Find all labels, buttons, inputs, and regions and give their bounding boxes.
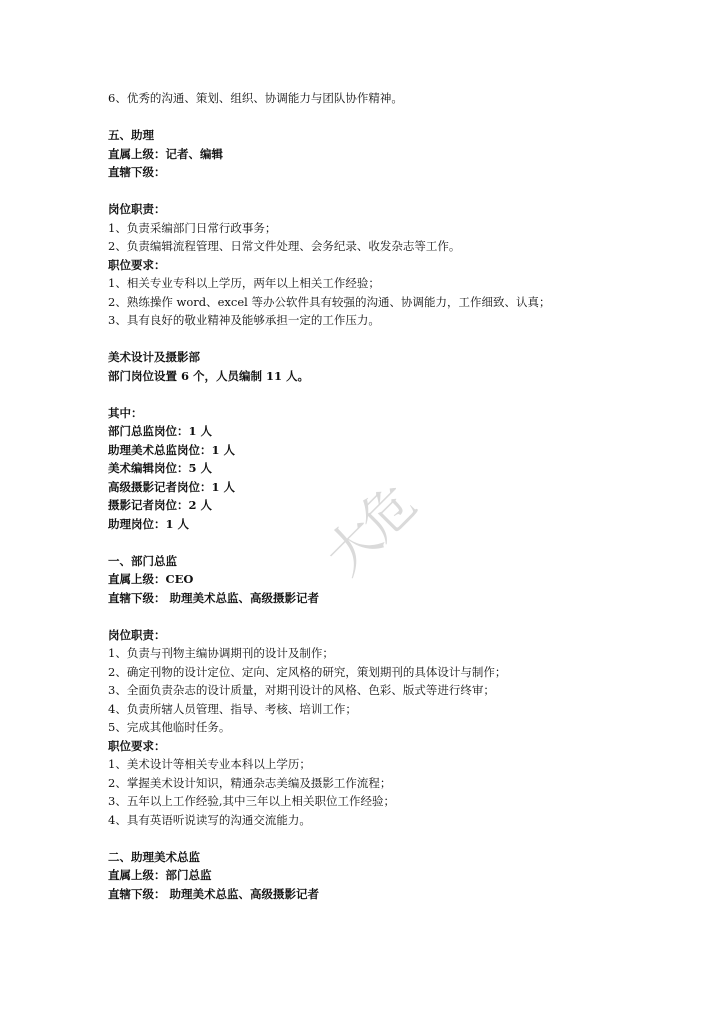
text-line: 6、优秀的沟通、策划、组织、协调能力与团队协作精神。 bbox=[108, 91, 403, 105]
document-page bbox=[108, 89, 668, 903]
heading-line: 岗位职责： bbox=[108, 202, 166, 216]
heading-line: 直属上级：CEO bbox=[108, 572, 194, 586]
heading-line: 一、部门总监 bbox=[108, 553, 177, 568]
heading-line: 助理美术总监岗位：1 人 bbox=[108, 442, 236, 457]
heading-line: 直辖下级： 助理美术总监、高级摄影记者 bbox=[108, 590, 320, 605]
text-line: 4、具有英语听说读写的沟通交流能力。 bbox=[108, 812, 311, 827]
blank-line bbox=[108, 385, 668, 404]
text-line: 2、负责编辑流程管理、日常文件处理、会务纪录、收发杂志等工作。 bbox=[108, 239, 461, 253]
text-line: 4、负责所辖人员管理、指导、考核、培训工作； bbox=[108, 701, 357, 716]
heading-line: 岗位职责： bbox=[108, 627, 166, 642]
blank-line bbox=[108, 829, 668, 848]
blank-line bbox=[108, 182, 668, 201]
text-line: 2、掌握美术设计知识，精通杂志美编及摄影工作流程； bbox=[108, 775, 392, 790]
text-line: 1、负责采编部门日常行政事务； bbox=[108, 220, 277, 235]
heading-line: 其中： bbox=[108, 405, 143, 420]
heading-line: 职位要求： bbox=[108, 738, 166, 753]
heading-line: 直属上级：记者、编辑 bbox=[108, 146, 223, 161]
heading-line: 直属上级：部门总监 bbox=[108, 868, 212, 882]
text-line: 5、完成其他临时任务。 bbox=[108, 720, 231, 734]
heading-line: 直辖下级： 助理美术总监、高级摄影记者 bbox=[108, 886, 320, 901]
text-line: 3、五年以上工作经验,其中三年以上相关职位工作经验； bbox=[108, 794, 395, 808]
heading-line: 直辖下级： bbox=[108, 165, 166, 179]
blank-line bbox=[108, 533, 668, 552]
heading-line: 五、助理 bbox=[108, 128, 154, 142]
heading-line: 部门总监岗位：1 人 bbox=[108, 424, 213, 438]
blank-line bbox=[108, 607, 668, 626]
watermark: 大危 bbox=[314, 476, 426, 587]
heading-line: 摄影记者岗位：2 人 bbox=[108, 498, 213, 512]
text-line: 3、具有良好的敬业精神及能够承担一定的工作压力。 bbox=[108, 313, 380, 327]
blank-line bbox=[108, 108, 668, 127]
text-line: 1、负责与刊物主编协调期刊的设计及制作； bbox=[108, 646, 334, 660]
heading-line: 部门岗位设置 6 个，人员编制 11 人。 bbox=[108, 368, 310, 383]
heading-line: 美术设计及摄影部 bbox=[108, 350, 200, 364]
text-line: 1、相关专业专科以上学历，两年以上相关工作经验； bbox=[108, 276, 380, 290]
text-line: 2、确定刊物的设计定位、定向、定风格的研究，策划期刊的具体设计与制作； bbox=[108, 664, 507, 679]
text-line: 1、美术设计等相关专业本科以上学历； bbox=[108, 757, 311, 771]
text-line: 3、全面负责杂志的设计质量，对期刊设计的风格、色彩、版式等进行终审； bbox=[108, 683, 495, 697]
heading-line: 职位要求： bbox=[108, 257, 166, 272]
heading-line: 助理岗位：1 人 bbox=[108, 516, 190, 531]
heading-line: 二、助理美术总监 bbox=[108, 849, 200, 864]
heading-line: 高级摄影记者岗位：1 人 bbox=[108, 479, 236, 494]
text-line: 2、熟练操作 word、excel 等办公软件具有较强的沟通、协调能力，工作细致、认真； bbox=[108, 294, 551, 309]
heading-line: 美术编辑岗位：5 人 bbox=[108, 461, 213, 475]
blank-line bbox=[108, 330, 668, 349]
